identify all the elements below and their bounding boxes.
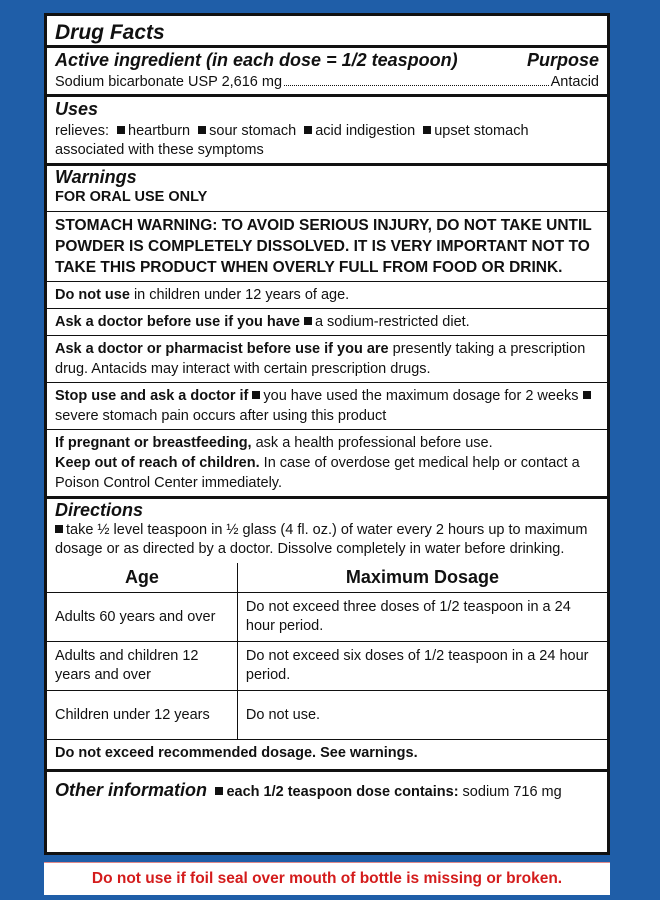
use-item: acid indigestion [315, 123, 416, 139]
active-ingredient-section [47, 48, 607, 97]
dosage-cell: Do not exceed three doses of 1/2 teaspoon in a 24 hour period. [237, 593, 607, 642]
oral-use-warning: FOR ORAL USE ONLY [55, 189, 208, 205]
other-information-heading: Other information [55, 780, 207, 800]
age-column-header: Age [47, 563, 237, 593]
bullet-square-icon [55, 525, 63, 533]
ask-doctor-row [47, 309, 607, 336]
use-item: heartburn [128, 123, 191, 139]
pregnant-label: If pregnant or breastfeeding, [55, 435, 252, 451]
stop-use-label: Stop use and ask a doctor if [55, 388, 249, 404]
other-information-label: each 1/2 teaspoon dose contains: [226, 784, 459, 800]
uses-intro: relieves: [55, 123, 109, 139]
pregnant-text: ask a health professional before use. [251, 435, 493, 451]
use-item: sour stomach [209, 123, 297, 139]
ask-doctor-item: a sodium-restricted diet. [314, 314, 470, 330]
dosage-column-header: Maximum Dosage [237, 563, 607, 593]
age-cell: Children under 12 years [47, 691, 237, 740]
seal-warning-banner: Do not use if foil seal over mouth of bottle is missing or broken. [44, 862, 610, 895]
stop-use-item: you have used the maximum dosage for 2 weeks [263, 388, 579, 404]
age-cell: Adults and children 12 years and over [47, 642, 237, 691]
dosage-table [47, 563, 607, 740]
warnings-section [47, 166, 607, 499]
directions-instructions: take ½ level teaspoon in ½ glass (4 fl. oz.) of water every 2 hours up to maximum dosage or as directed by a doctor. Dissolve completely in water before drinking. [55, 522, 588, 557]
bullet-square-icon [583, 391, 591, 399]
bullet-square-icon [117, 126, 125, 134]
bullet-square-icon [198, 126, 206, 134]
bullet-square-icon [304, 126, 312, 134]
dosage-cell: Do not exceed six doses of 1/2 teaspoon in a 24 hour period. [237, 642, 607, 691]
do-not-use-label: Do not use [55, 287, 130, 303]
dosage-cell: Do not use. [237, 691, 607, 740]
other-information-section [55, 772, 599, 809]
bullet-square-icon [252, 391, 260, 399]
table-header-row [47, 563, 607, 593]
drug-facts-panel [44, 13, 610, 855]
table-row [47, 593, 607, 642]
active-ingredient-heading: Active ingredient (in each dose = 1/2 teaspoon) [55, 50, 458, 70]
use-item: upset stomach [434, 123, 529, 139]
dosage-footer: Do not exceed recommended dosage. See warnings. [55, 745, 418, 761]
purpose-heading: Purpose [526, 50, 599, 70]
keep-out-label: Keep out of reach of children. [55, 455, 260, 471]
warnings-heading: Warnings [55, 167, 137, 187]
bullet-square-icon [215, 787, 223, 795]
other-information-text: sodium 716 mg [458, 784, 562, 800]
bullet-square-icon [423, 126, 431, 134]
dot-leader [284, 85, 549, 86]
keep-out-text: In case of overdose get medical help or contact a Poison Control Center immediately. [55, 455, 580, 491]
title-section [47, 20, 607, 48]
active-ingredient-name: Sodium bicarbonate USP 2,616 mg [55, 74, 283, 90]
dosage-table-wrap [47, 563, 607, 740]
ask-pharmacist-text: presently taking a prescription drug. Antacids may interact with certain prescription drugs. [55, 341, 586, 377]
uses-suffix: associated with these symptoms [55, 142, 264, 158]
uses-heading: Uses [55, 99, 99, 119]
table-row [47, 691, 607, 740]
do-not-use-text: in children under 12 years of age. [129, 287, 350, 303]
stop-use-item: severe stomach pain occurs after using this product [55, 408, 387, 424]
pregnancy-keep-out-row [47, 430, 607, 496]
bullet-square-icon [304, 317, 312, 325]
table-row [47, 642, 607, 691]
ask-doctor-label: Ask a doctor before use if you have [55, 314, 300, 330]
age-cell: Adults 60 years and over [47, 593, 237, 642]
directions-heading: Directions [55, 500, 144, 520]
stop-use-row [47, 383, 607, 430]
ask-pharmacist-row [47, 336, 607, 383]
uses-section [47, 97, 607, 166]
uses-text [55, 122, 599, 160]
stomach-warning: STOMACH WARNING: TO AVOID SERIOUS INJURY, DO NOT TAKE UNTIL POWDER IS COMPLETELY DISSOLVED. IT IS VERY IMPORTANT NOT TO TAKE THIS PRODUCT WHEN OVERLY FULL FROM FOOD OR DRINK. [47, 211, 607, 282]
ask-pharmacist-label: Ask a doctor or pharmacist before use if you are [55, 341, 389, 357]
drug-facts-title: Drug Facts [55, 21, 165, 44]
directions-section [47, 499, 607, 772]
purpose-value: Antacid [550, 74, 599, 90]
do-not-use-row [47, 282, 607, 309]
directions-text [55, 521, 599, 563]
